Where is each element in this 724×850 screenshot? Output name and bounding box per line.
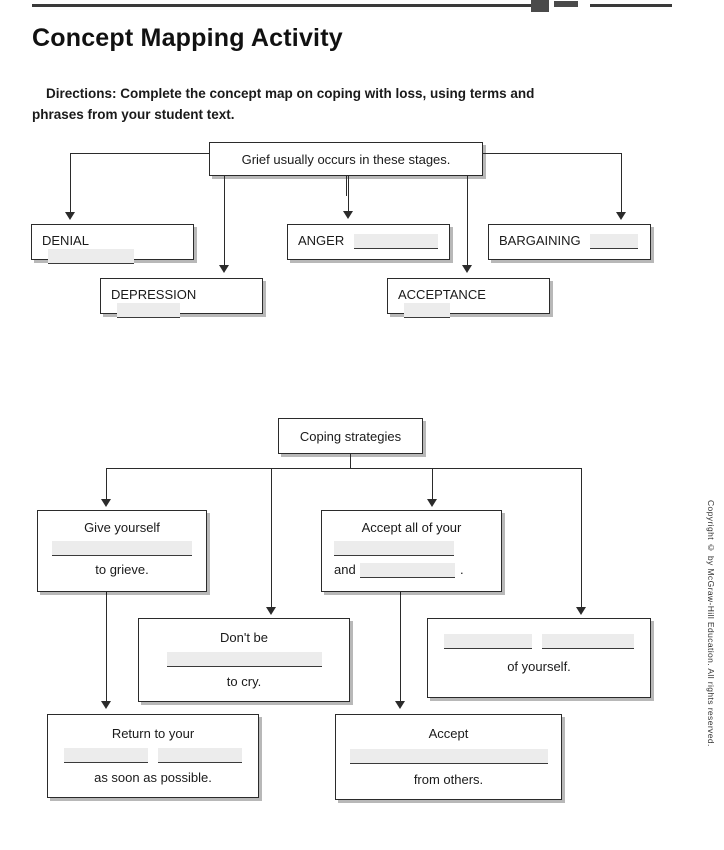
map2-node-return-blank1[interactable] (64, 748, 148, 763)
map1-branch-bargaining (621, 153, 622, 213)
copyright-notice: Copyright © by McGraw-Hill Education. All rights reserved. (706, 500, 716, 747)
map1-branch-acceptance (467, 176, 468, 266)
map2-node-dont-be (138, 618, 350, 702)
map1-node-acceptance-label: ACCEPTANCE (398, 287, 486, 302)
map1-node-bargaining-label: BARGAINING (499, 233, 581, 248)
map2-node-dontbe-line3: to cry. (226, 674, 262, 689)
map1-node-bargaining (488, 224, 651, 260)
map1-node-depression (100, 278, 263, 314)
map1-arrow-depression (219, 265, 229, 273)
map2-node-dontbe-blank[interactable] (167, 652, 322, 667)
map1-node-denial-blank[interactable] (48, 249, 134, 264)
map2-node-ofyourself-blank2[interactable] (542, 634, 634, 649)
map2-arrow-give (101, 499, 111, 507)
map2-node-of-yourself (427, 618, 651, 698)
map1-arrow-denial (65, 212, 75, 220)
map1-branch-depression (224, 176, 225, 266)
map1-arrow-acceptance (462, 265, 472, 273)
map2-node-return-line3: as soon as possible. (94, 770, 212, 785)
map1-node-anger-label: ANGER (298, 233, 345, 248)
map1-branch-denial (70, 153, 71, 213)
map1-node-depression-label: DEPRESSION (111, 287, 197, 302)
map2-arrow-acceptall (427, 499, 437, 507)
map2-arrow-dontbe (266, 607, 276, 615)
map2-root-box (278, 418, 423, 454)
map2-branch-acceptall (432, 468, 433, 500)
map2-root-label: Coping strategies (299, 429, 402, 444)
map1-branch-left-bar (70, 153, 209, 154)
map1-node-bargaining-blank[interactable] (590, 234, 638, 249)
directions (32, 84, 552, 126)
map1-arrow-anger (343, 211, 353, 219)
map1-node-acceptance-blank[interactable] (404, 303, 450, 318)
map2-node-acceptall-line1: Accept all of your (361, 520, 462, 535)
map2-node-dontbe-line1: Don't be (219, 630, 268, 645)
map2-node-ofyourself-line3: of yourself. (507, 659, 571, 674)
map2-node-return-blank2[interactable] (158, 748, 242, 763)
header-rule-right (590, 4, 672, 7)
map1-root-label: Grief usually occurs in these stages. (241, 152, 451, 167)
map2-branch-acceptfrom (400, 592, 401, 702)
directions-line-1: Directions: Complete the concept map on coping with loss, using (46, 86, 467, 101)
header-rule-left (32, 4, 532, 7)
map2-node-acceptall-line3 (334, 562, 489, 578)
map1-root-box (209, 142, 483, 176)
map1-arrow-bargaining (616, 212, 626, 220)
map2-node-acceptfrom-line3: from others. (413, 772, 484, 787)
map2-branch-give (106, 468, 107, 500)
map2-node-give-line1: Give yourself (84, 520, 160, 535)
page-title: Concept Mapping Activity (32, 24, 343, 52)
map2-node-acceptall-blank2[interactable] (360, 563, 455, 578)
map2-node-give-line3: to grieve. (95, 562, 149, 577)
map2-arrow-return (101, 701, 111, 709)
map2-node-acceptfrom-blank[interactable] (350, 749, 548, 764)
map2-node-return (47, 714, 259, 798)
map2-branch-ofyourself (581, 468, 582, 608)
map2-node-acceptall-blank1[interactable] (334, 541, 454, 556)
map1-node-denial (31, 224, 194, 260)
map2-node-acceptfrom-line1: Accept (428, 726, 469, 741)
map2-branch-return (106, 592, 107, 702)
map2-node-accept-all (321, 510, 502, 592)
header-mark-left (531, 0, 549, 12)
map2-distribution-bar (106, 468, 582, 469)
directions-line-2: terms and phrases from your student text. (32, 86, 535, 122)
map2-branch-dontbe (271, 468, 272, 608)
map2-root-stem (350, 454, 351, 468)
map2-node-accept-from (335, 714, 562, 800)
map1-node-anger (287, 224, 450, 260)
map2-node-give-yourself (37, 510, 207, 592)
map2-node-acceptall-line3-prefix: and (334, 562, 356, 577)
map1-node-acceptance (387, 278, 550, 314)
map2-node-return-line1: Return to your (111, 726, 195, 741)
map2-arrow-acceptfrom (395, 701, 405, 709)
map2-node-acceptall-line3-suffix: . (459, 562, 464, 577)
map1-node-anger-blank[interactable] (354, 234, 438, 249)
map1-root-stem (346, 176, 347, 196)
map2-node-ofyourself-blank1[interactable] (444, 634, 532, 649)
map2-node-give-blank[interactable] (52, 541, 192, 556)
map1-node-depression-blank[interactable] (117, 303, 180, 318)
header-mark-right (554, 1, 578, 7)
map1-branch-right-bar (483, 153, 622, 154)
map1-branch-anger (348, 176, 349, 212)
map2-arrow-ofyourself (576, 607, 586, 615)
map1-node-denial-label: DENIAL (42, 233, 89, 248)
